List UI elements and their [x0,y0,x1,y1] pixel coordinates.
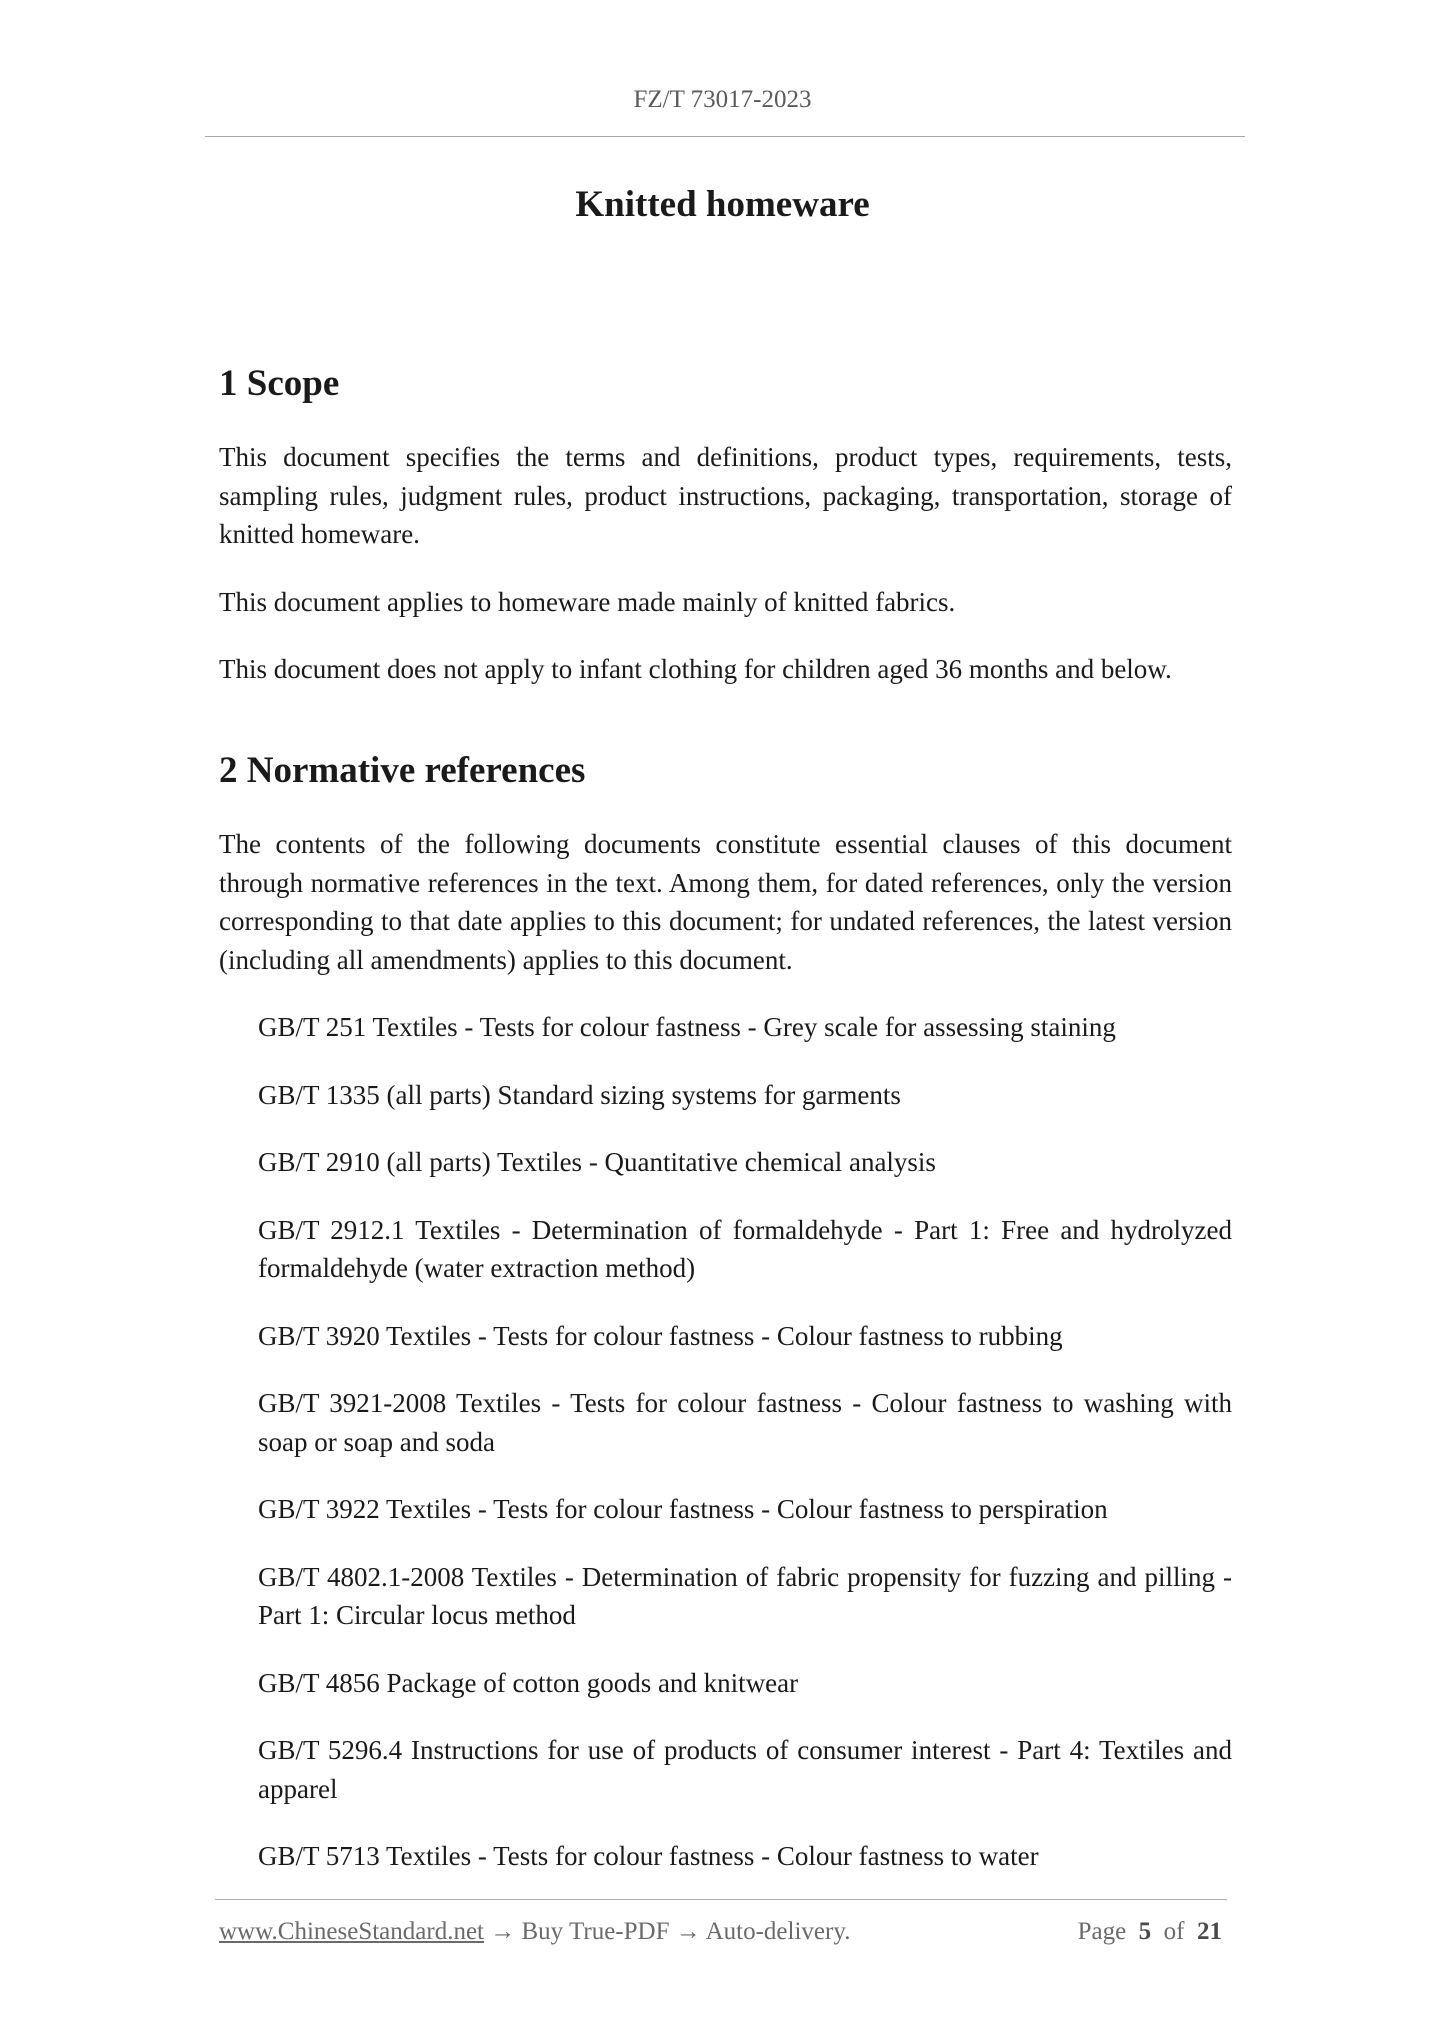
footer-divider [215,1899,1227,1900]
page-current: 5 [1138,1918,1152,1945]
normative-references-intro: The contents of the following documents constitute essential clauses of this document through normative references in the text. Among them, for dated references, only the version corresponding to that date applies to this document; for undated references, the latest version (including all amendments) applies to this document. [219,829,1232,975]
reference-item: GB/T 2910 (all parts) Textiles - Quantitative chemical analysis [258,1147,936,1177]
reference-item: GB/T 251 Textiles - Tests for colour fastness - Grey scale for assessing staining [258,1012,1116,1042]
scope-paragraph: This document specifies the terms and definitions, product types, requirements, tests, sampling rules, judgment rules, product instructions, packaging, transportation, storage of knitted homeware. [219,442,1232,549]
arrow-icon: → [675,1918,701,1945]
normative-references-heading: 2 Normative references [219,750,586,791]
page-total: 21 [1197,1918,1222,1945]
reference-item: GB/T 4856 Package of cotton goods and knitwear [258,1667,799,1698]
reference-item: GB/T 5296.4 Instructions for use of products of consumer interest - Part 4: Textiles and apparel [258,1735,1232,1804]
website-link[interactable]: www.ChineseStandard.net [219,1918,484,1945]
page-footer [219,1918,1222,1946]
reference-item: GB/T 5713 Textiles - Tests for colour fastness - Colour fastness to water [258,1841,1039,1871]
reference-item: GB/T 3921-2008 Textiles - Tests for colour fastness - Colour fastness to washing with soap or soap and soda [258,1388,1232,1457]
scope-heading: 1 Scope [219,363,340,404]
footer-promo [219,1918,850,1946]
section-scope [219,362,1232,689]
header-divider [205,136,1245,137]
scope-paragraph: This document does not apply to infant clothing for children aged 36 months and below. [219,654,1172,684]
auto-delivery-text: Auto-delivery. [705,1918,851,1945]
document-code: FZ/T 73017-2023 [633,86,812,113]
buy-true-pdf-text: Buy True-PDF [521,1918,670,1945]
section-normative-references [219,749,1232,1876]
page-of-label: of [1163,1918,1185,1945]
page-label: Page [1077,1918,1127,1945]
scope-paragraph: This document applies to homeware made mainly of knitted fabrics. [219,586,956,617]
page-number [1078,1918,1222,1946]
arrow-icon: → [490,1918,516,1945]
document-title: Knitted homeware [575,184,870,225]
reference-item: GB/T 4802.1-2008 Textiles - Determination of fabric propensity for fuzzing and pilling - Part 1: Circular locus method [258,1561,1232,1630]
reference-item: GB/T 3922 Textiles - Tests for colour fastness - Colour fastness to perspiration [258,1494,1108,1524]
reference-item: GB/T 2912.1 Textiles - Determination of formaldehyde - Part 1: Free and hydrolyzed formaldehyde (water extraction method) [258,1214,1232,1283]
reference-item: GB/T 3920 Textiles - Tests for colour fastness - Colour fastness to rubbing [258,1320,1063,1351]
reference-item: GB/T 1335 (all parts) Standard sizing systems for garments [258,1079,901,1110]
